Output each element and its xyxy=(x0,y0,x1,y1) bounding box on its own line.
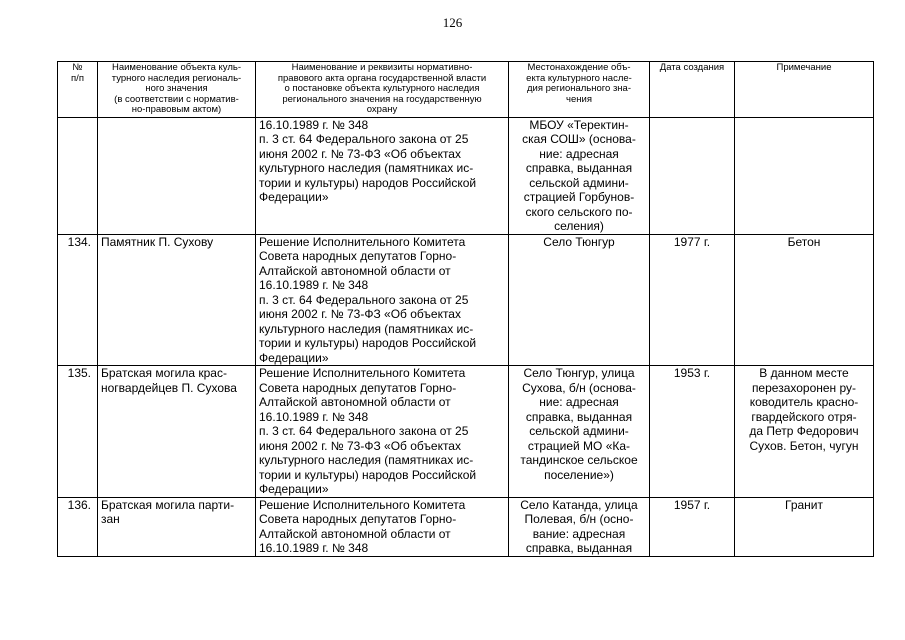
cell-location: Село Катанда, улица Полевая, б/н (осно- вание: адресная справка, выданная xyxy=(509,497,650,556)
heritage-registry-table xyxy=(57,61,874,557)
header-num: № п/п xyxy=(58,62,98,118)
table-header-row xyxy=(58,62,874,118)
cell-location: Село Тюнгур, улица Сухова, б/н (основа- ние: адресная справка, выданная сельской админи- страцией МО «Ка- тандинское сельское поселение») xyxy=(509,366,650,498)
cell-num xyxy=(58,117,98,234)
table-row xyxy=(58,497,874,556)
cell-location: Село Тюнгур xyxy=(509,234,650,366)
table-row xyxy=(58,117,874,234)
cell-act: 16.10.1989 г. № 348 п. 3 ст. 64 Федерального закона от 25 июня 2002 г. № 73-ФЗ «Об объектах культурного наследия (памятниках ис- тории и культуры) народов Российской Федерации» xyxy=(256,117,509,234)
cell-note: В данном месте перезахоронен ру- ководитель красно- гвардейского отря- да Петр Федорович Сухов. Бетон, чугун xyxy=(735,366,874,498)
cell-date: 1957 г. xyxy=(650,497,735,556)
cell-note xyxy=(735,117,874,234)
cell-name: Братская могила парти- зан xyxy=(98,497,256,556)
cell-name xyxy=(98,117,256,234)
cell-note: Гранит xyxy=(735,497,874,556)
header-name: Наименование объекта куль- турного наследия региональ- ного значения (в соответствии с норматив- но-правовым актом) xyxy=(98,62,256,118)
cell-note: Бетон xyxy=(735,234,874,366)
cell-name: Памятник П. Сухову xyxy=(98,234,256,366)
cell-date: 1953 г. xyxy=(650,366,735,498)
cell-num: 134. xyxy=(58,234,98,366)
cell-num: 135. xyxy=(58,366,98,498)
header-date: Дата создания xyxy=(650,62,735,118)
cell-name: Братская могила крас- ногвардейцев П. Сухова xyxy=(98,366,256,498)
cell-date: 1977 г. xyxy=(650,234,735,366)
cell-location: МБОУ «Теректин- ская СОШ» (основа- ние: адресная справка, выданная сельской админи- страцией Горбунов- ского сельского по- селения) xyxy=(509,117,650,234)
cell-date xyxy=(650,117,735,234)
table-row xyxy=(58,234,874,366)
table-row xyxy=(58,366,874,498)
cell-act: Решение Исполнительного Комитета Совета народных депутатов Горно- Алтайской автономной области от 16.10.1989 г. № 348 xyxy=(256,497,509,556)
cell-num: 136. xyxy=(58,497,98,556)
header-act: Наименование и реквизиты нормативно- правового акта органа государственной власти о постановке объекта культурного наследия регионального значения на государственную охрану xyxy=(256,62,509,118)
header-location: Местонахождение объ- екта культурного насле- дия регионального зна- чения xyxy=(509,62,650,118)
page-number: 126 xyxy=(442,15,463,30)
header-note: Примечание xyxy=(735,62,874,118)
cell-act: Решение Исполнительного Комитета Совета народных депутатов Горно- Алтайской автономной области от 16.10.1989 г. № 348 п. 3 ст. 64 Федерального закона от 25 июня 2002 г. № 73-ФЗ «Об объектах культурного наследия (памятниках ис- тории и культуры) народов Российской Федерации» xyxy=(256,234,509,366)
cell-act: Решение Исполнительного Комитета Совета народных депутатов Горно- Алтайской автономной области от 16.10.1989 г. № 348 п. 3 ст. 64 Федерального закона от 25 июня 2002 г. № 73-ФЗ «Об объектах культурного наследия (памятниках ис- тории и культуры) народов Российской Федерации» xyxy=(256,366,509,498)
